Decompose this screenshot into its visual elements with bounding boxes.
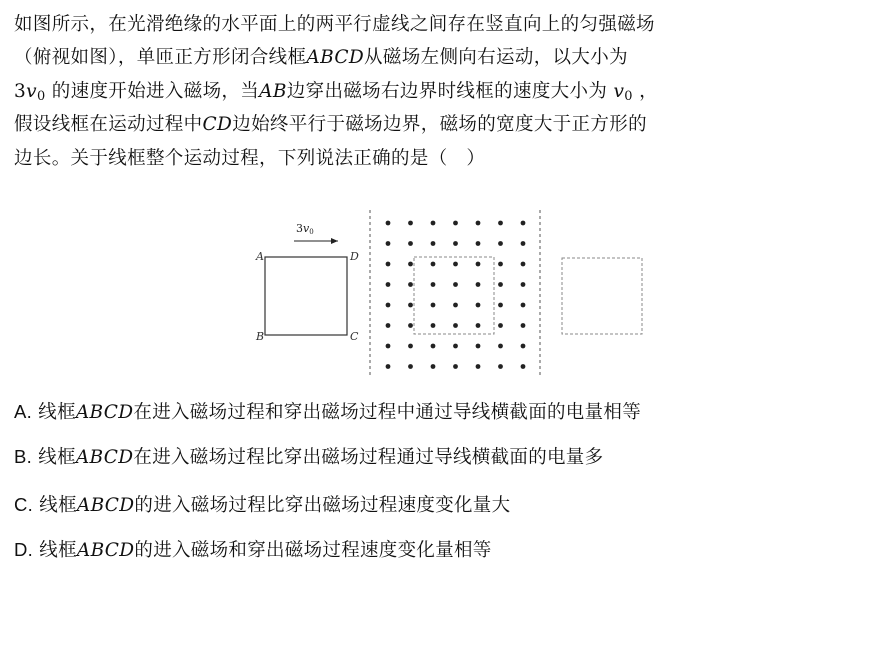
- question-text: 假设线框在运动过程中: [14, 114, 203, 136]
- field-dot: [386, 241, 391, 246]
- field-dot: [476, 282, 481, 287]
- arrow-head-icon: [331, 238, 338, 244]
- option-text: 的进入磁场和穿出磁场过程速度变化量相等: [134, 540, 492, 561]
- corner-label-b: B: [256, 330, 265, 343]
- frame-position-after-field: [560, 256, 646, 338]
- question-text: 边穿出磁场右边界时线框的速度大小为: [286, 80, 608, 102]
- field-dot: [476, 323, 481, 328]
- field-dot: [453, 303, 458, 308]
- field-dot: [521, 221, 526, 226]
- option-text: 在进入磁场过程和穿出磁场过程中通过导线横截面的电量相等: [133, 402, 641, 423]
- field-dot: [453, 344, 458, 349]
- field-dot: [498, 282, 503, 287]
- frame-label: ABCD: [76, 495, 135, 516]
- field-dot: [476, 364, 481, 369]
- field-dot: [386, 262, 391, 267]
- field-dot: [498, 364, 503, 369]
- question-text: 的速度开始进入磁场，当: [45, 80, 260, 102]
- dashed-square: [562, 258, 642, 334]
- velocity-symbol: v: [613, 80, 625, 102]
- option-text: 线框: [38, 447, 76, 468]
- option-b[interactable]: [14, 443, 603, 469]
- field-dot: [453, 364, 458, 369]
- field-dot: [521, 303, 526, 308]
- field-dot: [476, 241, 481, 246]
- field-dot: [521, 241, 526, 246]
- question-line-5: [14, 142, 880, 175]
- velocity-coefficient: 3: [14, 80, 27, 102]
- field-dot: [476, 262, 481, 267]
- field-dot: [386, 364, 391, 369]
- field-dot: [431, 303, 436, 308]
- option-text: 在进入磁场过程比穿出磁场过程通过导线横截面的电量多: [133, 447, 604, 468]
- field-dot: [386, 303, 391, 308]
- field-dot: [453, 282, 458, 287]
- option-text: 的进入磁场过程比穿出磁场过程速度变化量大: [134, 495, 511, 516]
- field-dot: [498, 241, 503, 246]
- corner-label-d: D: [350, 250, 359, 263]
- corner-label-a: A: [256, 250, 264, 263]
- field-dot: [521, 323, 526, 328]
- field-dot: [453, 262, 458, 267]
- frame-label: ABCD: [76, 540, 135, 561]
- question-line-2: [14, 41, 880, 74]
- velocity-subscript: 0: [36, 89, 46, 105]
- field-dot: [476, 344, 481, 349]
- field-dot: [431, 364, 436, 369]
- field-dot: [521, 282, 526, 287]
- field-dot: [453, 241, 458, 246]
- option-letter: C.: [14, 494, 34, 515]
- question-text: 从磁场左侧向右运动，以大小为: [364, 47, 628, 69]
- field-dot: [476, 303, 481, 308]
- field-dot: [498, 323, 503, 328]
- option-letter: A.: [14, 401, 33, 422]
- frame-position-inside-field: [414, 257, 494, 334]
- square-frame: [265, 257, 347, 335]
- field-dot: [453, 221, 458, 226]
- field-dot: [386, 344, 391, 349]
- field-dot: [408, 344, 413, 349]
- question-line-3: [14, 75, 880, 108]
- option-text: 线框: [38, 402, 76, 423]
- field-dot: [408, 364, 413, 369]
- question-text: 边始终平行于磁场边界，磁场的宽度大于正方形的: [232, 114, 647, 136]
- question-text: ，: [639, 80, 658, 102]
- velocity-label: 3v0: [296, 222, 314, 236]
- question-line-1: [14, 8, 880, 41]
- magnetic-field-figure: [250, 210, 550, 380]
- question-text: （俯视如图），单匝正方形闭合线框: [14, 47, 307, 69]
- magnetic-field-dots: [386, 221, 526, 369]
- velocity-subscript: 0: [624, 89, 633, 105]
- field-dot: [521, 344, 526, 349]
- frame-label: ABCD: [306, 47, 365, 69]
- field-dot: [386, 221, 391, 226]
- question-line-4: [14, 108, 880, 141]
- corner-label-c: C: [350, 330, 359, 343]
- field-dot: [408, 303, 413, 308]
- field-dot: [408, 241, 413, 246]
- field-dot: [498, 262, 503, 267]
- question-text: 边长。关于线框整个运动过程，下列说法正确的是（ ）: [14, 147, 486, 169]
- frame-label: ABCD: [75, 402, 134, 423]
- field-dot: [386, 323, 391, 328]
- field-dot: [521, 364, 526, 369]
- field-dot: [498, 221, 503, 226]
- question-text: 如图所示，在光滑绝缘的水平面上的两平行虚线之间存在竖直向上的匀强磁场: [14, 14, 655, 35]
- field-dot: [408, 282, 413, 287]
- option-text: 线框: [39, 540, 77, 561]
- option-a[interactable]: [14, 398, 641, 424]
- field-dot: [431, 344, 436, 349]
- side-label-cd: CD: [202, 114, 233, 136]
- option-letter: B.: [14, 446, 33, 467]
- field-dot: [431, 323, 436, 328]
- field-dot: [453, 323, 458, 328]
- option-d[interactable]: [14, 536, 492, 562]
- field-dot: [498, 344, 503, 349]
- field-dot: [408, 262, 413, 267]
- field-dot: [431, 282, 436, 287]
- field-dot: [431, 221, 436, 226]
- question-stem: [14, 8, 880, 175]
- option-letter: D.: [14, 539, 34, 560]
- field-dot: [408, 221, 413, 226]
- field-dot: [386, 282, 391, 287]
- field-dot: [408, 323, 413, 328]
- field-dot: [476, 221, 481, 226]
- field-dot: [431, 241, 436, 246]
- velocity-symbol: v: [26, 80, 37, 102]
- field-dot: [498, 303, 503, 308]
- field-dot: [521, 262, 526, 267]
- side-label-ab: AB: [259, 80, 287, 102]
- frame-label: ABCD: [75, 447, 134, 468]
- option-text: 线框: [39, 495, 77, 516]
- option-c[interactable]: [14, 491, 510, 517]
- field-dot: [431, 262, 436, 267]
